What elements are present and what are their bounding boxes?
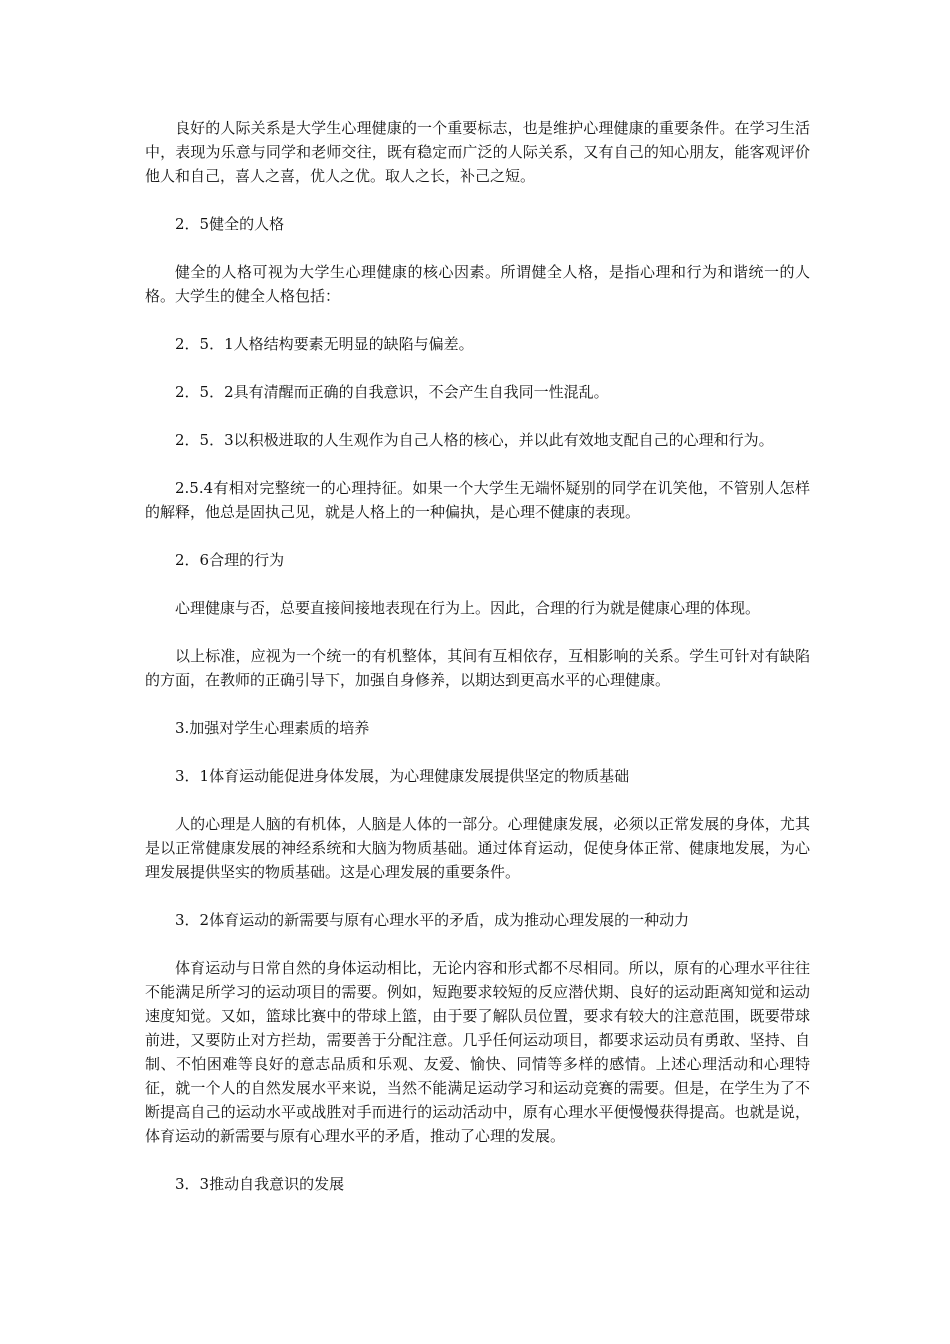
spacer: [145, 788, 810, 812]
paragraph-behavior: 心理健康与否，总要直接间接地表现在行为上。因此，合理的行为就是健康心理的体现。: [175, 599, 761, 617]
paragraph-brain: 人的心理是人脑的有机体，人脑是人体的一部分。心理健康发展，必须以正常发展的身体，尤其是以正常健康发展的神经系统和大脑为物质基础。通过体育运动，促使身体正常、健康地发展，为心理发展提供坚实的物质基础。这是心理发展的重要条件。: [145, 815, 810, 881]
paragraph-2-5-4: 2.5.4有相对完整统一的心理持征。如果一个大学生无端怀疑别的同学在讥笑他，不管别人怎样的解释，他总是固执己见，就是人格上的一种偏执，是心理不健康的表现。: [145, 479, 810, 521]
paragraph-standards: 以上标准，应视为一个统一的有机整体，其间有互相依存，互相影响的关系。学生可针对有缺陷的方面，在教师的正确引导下，加强自身修养，以期达到更高水平的心理健康。: [145, 647, 810, 689]
heading-3-1: 3．1体育运动能促进身体发展，为心理健康发展提供坚定的物质基础: [175, 767, 630, 785]
spacer: [145, 308, 810, 332]
spacer: [145, 932, 810, 956]
spacer: [145, 452, 810, 476]
paragraph-personality: 健全的人格可视为大学生心理健康的核心因素。所谓健全人格，是指心理和行为和谐统一的人格。大学生的健全人格包括：: [145, 263, 810, 305]
spacer: [145, 188, 810, 212]
spacer: [145, 524, 810, 548]
spacer: [145, 740, 810, 764]
heading-2-5: 2．5健全的人格: [175, 215, 285, 233]
document-page: [145, 116, 810, 1196]
spacer: [145, 692, 810, 716]
spacer: [145, 572, 810, 596]
heading-3: 3.加强对学生心理素质的培养: [175, 719, 370, 737]
heading-2-6: 2．6合理的行为: [175, 551, 285, 569]
spacer: [145, 236, 810, 260]
heading-2-5-1: 2．5．1人格结构要素无明显的缺陷与偏差。: [175, 335, 474, 353]
spacer: [145, 1148, 810, 1172]
paragraph-sports: 体育运动与日常自然的身体运动相比，无论内容和形式都不尽相同。所以，原有的心理水平往往不能满足所学习的运动项目的需要。例如，短跑要求较短的反应潜伏期、良好的运动距离知觉和运动速度知觉。又如，篮球比赛中的带球上篮，由于要了解队员位置，要求有较大的注意范围，既要带球前进，又要防止对方拦劫，需要善于分配注意。几乎任何运动项目，都要求运动员有勇敢、坚持、自制、不怕困难等良好的意志品质和乐观、友爱、愉快、同情等多样的感情。上述心理活动和心理特征，就一个人的自然发展水平来说，当然不能满足运动学习和运动竞赛的需要。但是，在学生为了不断提高自己的运动水平或战胜对手而进行的运动活动中，原有心理水平便慢慢获得提高。也就是说，体育运动的新需要与原有心理水平的矛盾，推动了心理的发展。: [145, 959, 810, 1145]
spacer: [145, 356, 810, 380]
spacer: [145, 884, 810, 908]
spacer: [145, 404, 810, 428]
paragraph-interpersonal: 良好的人际关系是大学生心理健康的一个重要标志，也是维护心理健康的重要条件。在学习生活中，表现为乐意与同学和老师交往，既有稳定而广泛的人际关系，又有自己的知心朋友，能客观评价他人和自己，喜人之喜，优人之优。取人之长，补己之短。: [145, 119, 810, 185]
heading-2-5-2: 2．5．2具有清醒而正确的自我意识，不会产生自我同一性混乱。: [175, 383, 609, 401]
spacer: [145, 620, 810, 644]
heading-3-2: 3．2体育运动的新需要与原有心理水平的矛盾，成为推动心理发展的一种动力: [175, 911, 690, 929]
heading-2-5-3: 2．5．3以积极进取的人生观作为自己人格的核心，并以此有效地支配自己的心理和行为。: [175, 431, 774, 449]
heading-3-3: 3．3推动自我意识的发展: [175, 1175, 345, 1193]
